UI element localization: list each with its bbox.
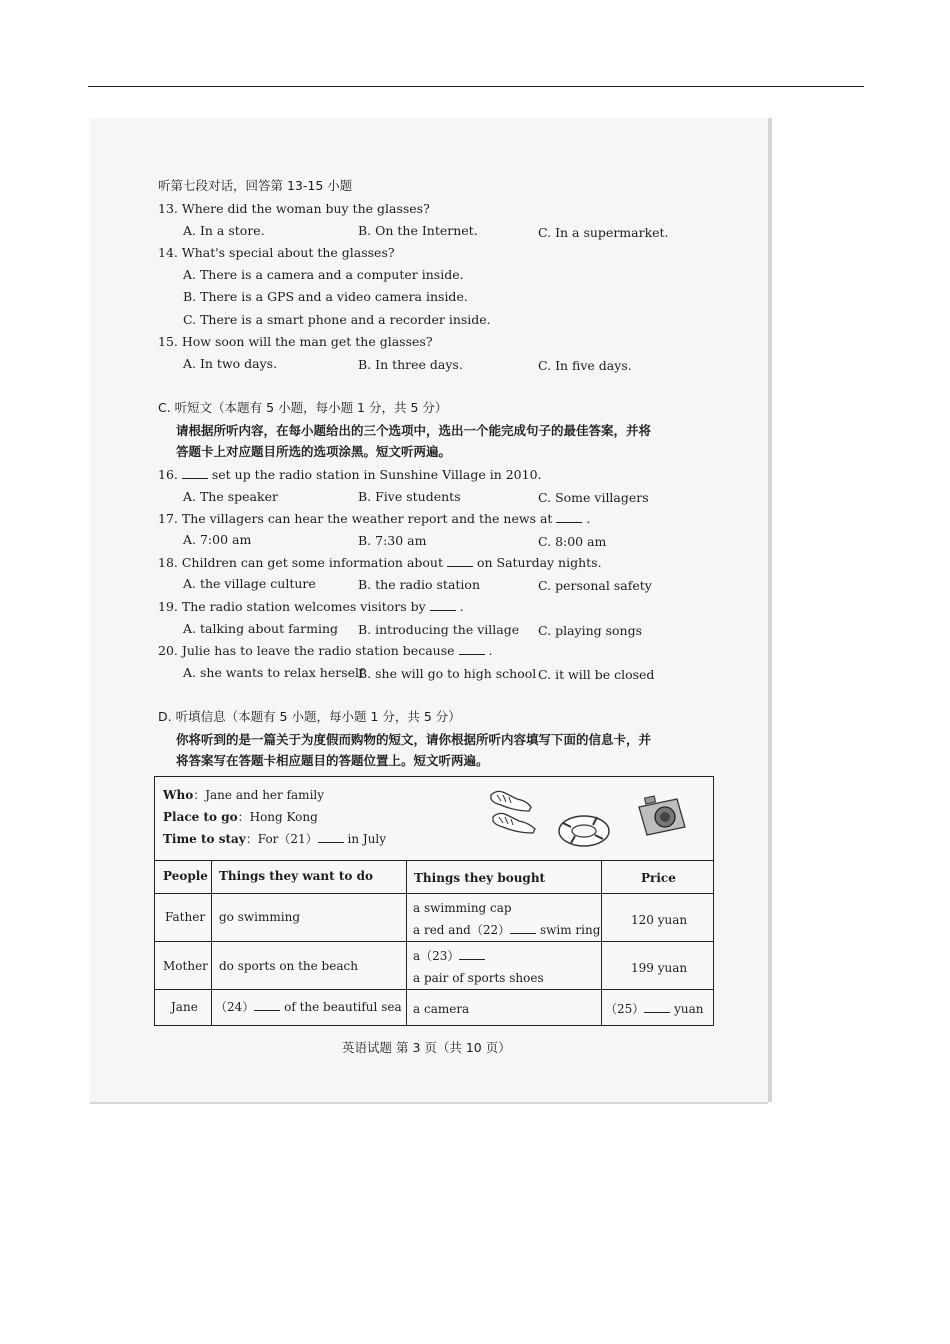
q20-stem: 20. Julie has to leave the radio station because . bbox=[158, 643, 493, 658]
q16-stem: 16. set up the radio station in Sunshine Village in 2010. bbox=[158, 467, 542, 482]
answer-blank bbox=[447, 556, 473, 567]
answer-blank bbox=[556, 512, 582, 523]
row-mother-bought-1: a（23） bbox=[413, 949, 485, 964]
row-jane-person: Jane bbox=[171, 1000, 198, 1014]
q19-option-b: B. introducing the village bbox=[358, 622, 520, 637]
page-footer: 英语试题 第 3 页（共 10 页） bbox=[342, 1040, 511, 1055]
table-rule bbox=[601, 860, 602, 1025]
q17-option-a: A. 7:00 am bbox=[183, 532, 252, 547]
row-father-person: Father bbox=[165, 910, 206, 924]
table-rule bbox=[155, 860, 713, 861]
q20-option-a: A. she wants to relax herself bbox=[183, 665, 364, 680]
table-rule bbox=[211, 860, 212, 1025]
part7-instruction: 听第七段对话，回答第 13-15 小题 bbox=[158, 178, 353, 193]
row-mother-bought-2: a pair of sports shoes bbox=[413, 971, 544, 985]
row-mother-price: 199 yuan bbox=[631, 961, 688, 975]
q15-option-a: A. In two days. bbox=[183, 356, 278, 371]
q13-option-b: B. On the Internet. bbox=[358, 223, 478, 238]
row-mother-todo: do sports on the beach bbox=[219, 959, 358, 973]
info-card bbox=[154, 776, 714, 1026]
camera-icon bbox=[633, 793, 689, 841]
section-c-heading: C. 听短文（本题有 5 小题，每小题 1 分，共 5 分） bbox=[158, 400, 448, 415]
row-mother-person: Mother bbox=[163, 959, 208, 973]
q14-option-b: B. There is a GPS and a video camera inside. bbox=[183, 289, 468, 304]
row-jane-todo: （24） of the beautiful sea bbox=[215, 1000, 402, 1014]
q19-option-c: C. playing songs bbox=[538, 623, 643, 638]
top-rule bbox=[88, 86, 864, 87]
q20-option-b: B. she will go to high school bbox=[358, 666, 537, 681]
header-price: Price bbox=[641, 871, 676, 885]
table-rule bbox=[155, 893, 713, 894]
section-d-instruction-1: 你将听到的是一篇关于为度假而购物的短文，请你根据所听内容填写下面的信息卡，并 bbox=[176, 732, 652, 747]
table-rule bbox=[155, 989, 713, 990]
q17-option-c: C. 8:00 am bbox=[538, 534, 607, 549]
q19-stem: 19. The radio station welcomes visitors by . bbox=[158, 599, 464, 614]
who-line: Who：Jane and her family bbox=[163, 788, 325, 802]
header-people: People bbox=[163, 869, 208, 883]
q13-stem: 13. Where did the woman buy the glasses? bbox=[158, 201, 430, 216]
q13-option-a: A. In a store. bbox=[183, 223, 265, 238]
q13-option-c: C. In a supermarket. bbox=[538, 225, 669, 240]
header-things-to-do: Things they want to do bbox=[219, 869, 373, 883]
answer-blank bbox=[182, 468, 208, 479]
sneakers-icon bbox=[487, 785, 545, 837]
q17-option-b: B. 7:30 am bbox=[358, 533, 427, 548]
answer-blank bbox=[510, 923, 536, 934]
answer-blank bbox=[644, 1002, 670, 1013]
q16-option-b: B. Five students bbox=[358, 489, 461, 504]
q18-option-c: C. personal safety bbox=[538, 578, 652, 593]
place-line: Place to go：Hong Kong bbox=[163, 810, 318, 824]
q14-stem: 14. What's special about the glasses? bbox=[158, 245, 395, 260]
q15-option-c: C. In five days. bbox=[538, 358, 632, 373]
answer-blank bbox=[430, 600, 456, 611]
q15-option-b: B. In three days. bbox=[358, 357, 463, 372]
section-d-heading: D. 听填信息（本题有 5 小题，每小题 1 分，共 5 分） bbox=[158, 709, 461, 724]
answer-blank bbox=[459, 949, 485, 960]
row-jane-price: （25） yuan bbox=[605, 1002, 704, 1016]
q14-option-a: A. There is a camera and a computer inside. bbox=[183, 267, 464, 282]
row-father-price: 120 yuan bbox=[631, 913, 688, 927]
q15-stem: 15. How soon will the man get the glasses? bbox=[158, 334, 433, 349]
header-things-bought: Things they bought bbox=[414, 871, 546, 885]
table-rule bbox=[406, 860, 407, 1025]
table-rule bbox=[155, 941, 713, 942]
q18-option-b: B. the radio station bbox=[358, 577, 480, 592]
swim-ring-icon bbox=[557, 813, 611, 849]
row-jane-bought-1: a camera bbox=[413, 1002, 470, 1016]
q18-stem: 18. Children can get some information about on Saturday nights. bbox=[158, 555, 602, 570]
q17-stem: 17. The villagers can hear the weather report and the news at . bbox=[158, 511, 591, 526]
answer-blank bbox=[318, 832, 344, 843]
section-c-instruction-1: 请根据所听内容，在每小题给出的三个选项中，选出一个能完成句子的最佳答案，并将 bbox=[176, 423, 652, 438]
answer-blank bbox=[459, 644, 485, 655]
time-line: Time to stay：For（21） in July bbox=[163, 832, 387, 846]
q19-option-a: A. talking about farming bbox=[183, 621, 339, 636]
q20-option-c: C. it will be closed bbox=[538, 667, 655, 682]
q18-option-a: A. the village culture bbox=[183, 576, 316, 591]
row-father-bought-1: a swimming cap bbox=[413, 901, 512, 915]
q16-option-c: C. Some villagers bbox=[538, 490, 649, 505]
q16-option-a: A. The speaker bbox=[183, 489, 278, 504]
section-c-instruction-2: 答题卡上对应题目所选的选项涂黑。短文听两遍。 bbox=[176, 444, 452, 459]
section-d-instruction-2: 将答案写在答题卡相应题目的答题位置上。短文听两遍。 bbox=[176, 753, 489, 768]
row-father-todo: go swimming bbox=[219, 910, 300, 924]
q14-option-c: C. There is a smart phone and a recorder inside. bbox=[183, 312, 491, 327]
row-father-bought-2: a red and（22） swim ring bbox=[413, 923, 601, 937]
answer-blank bbox=[254, 1000, 280, 1011]
